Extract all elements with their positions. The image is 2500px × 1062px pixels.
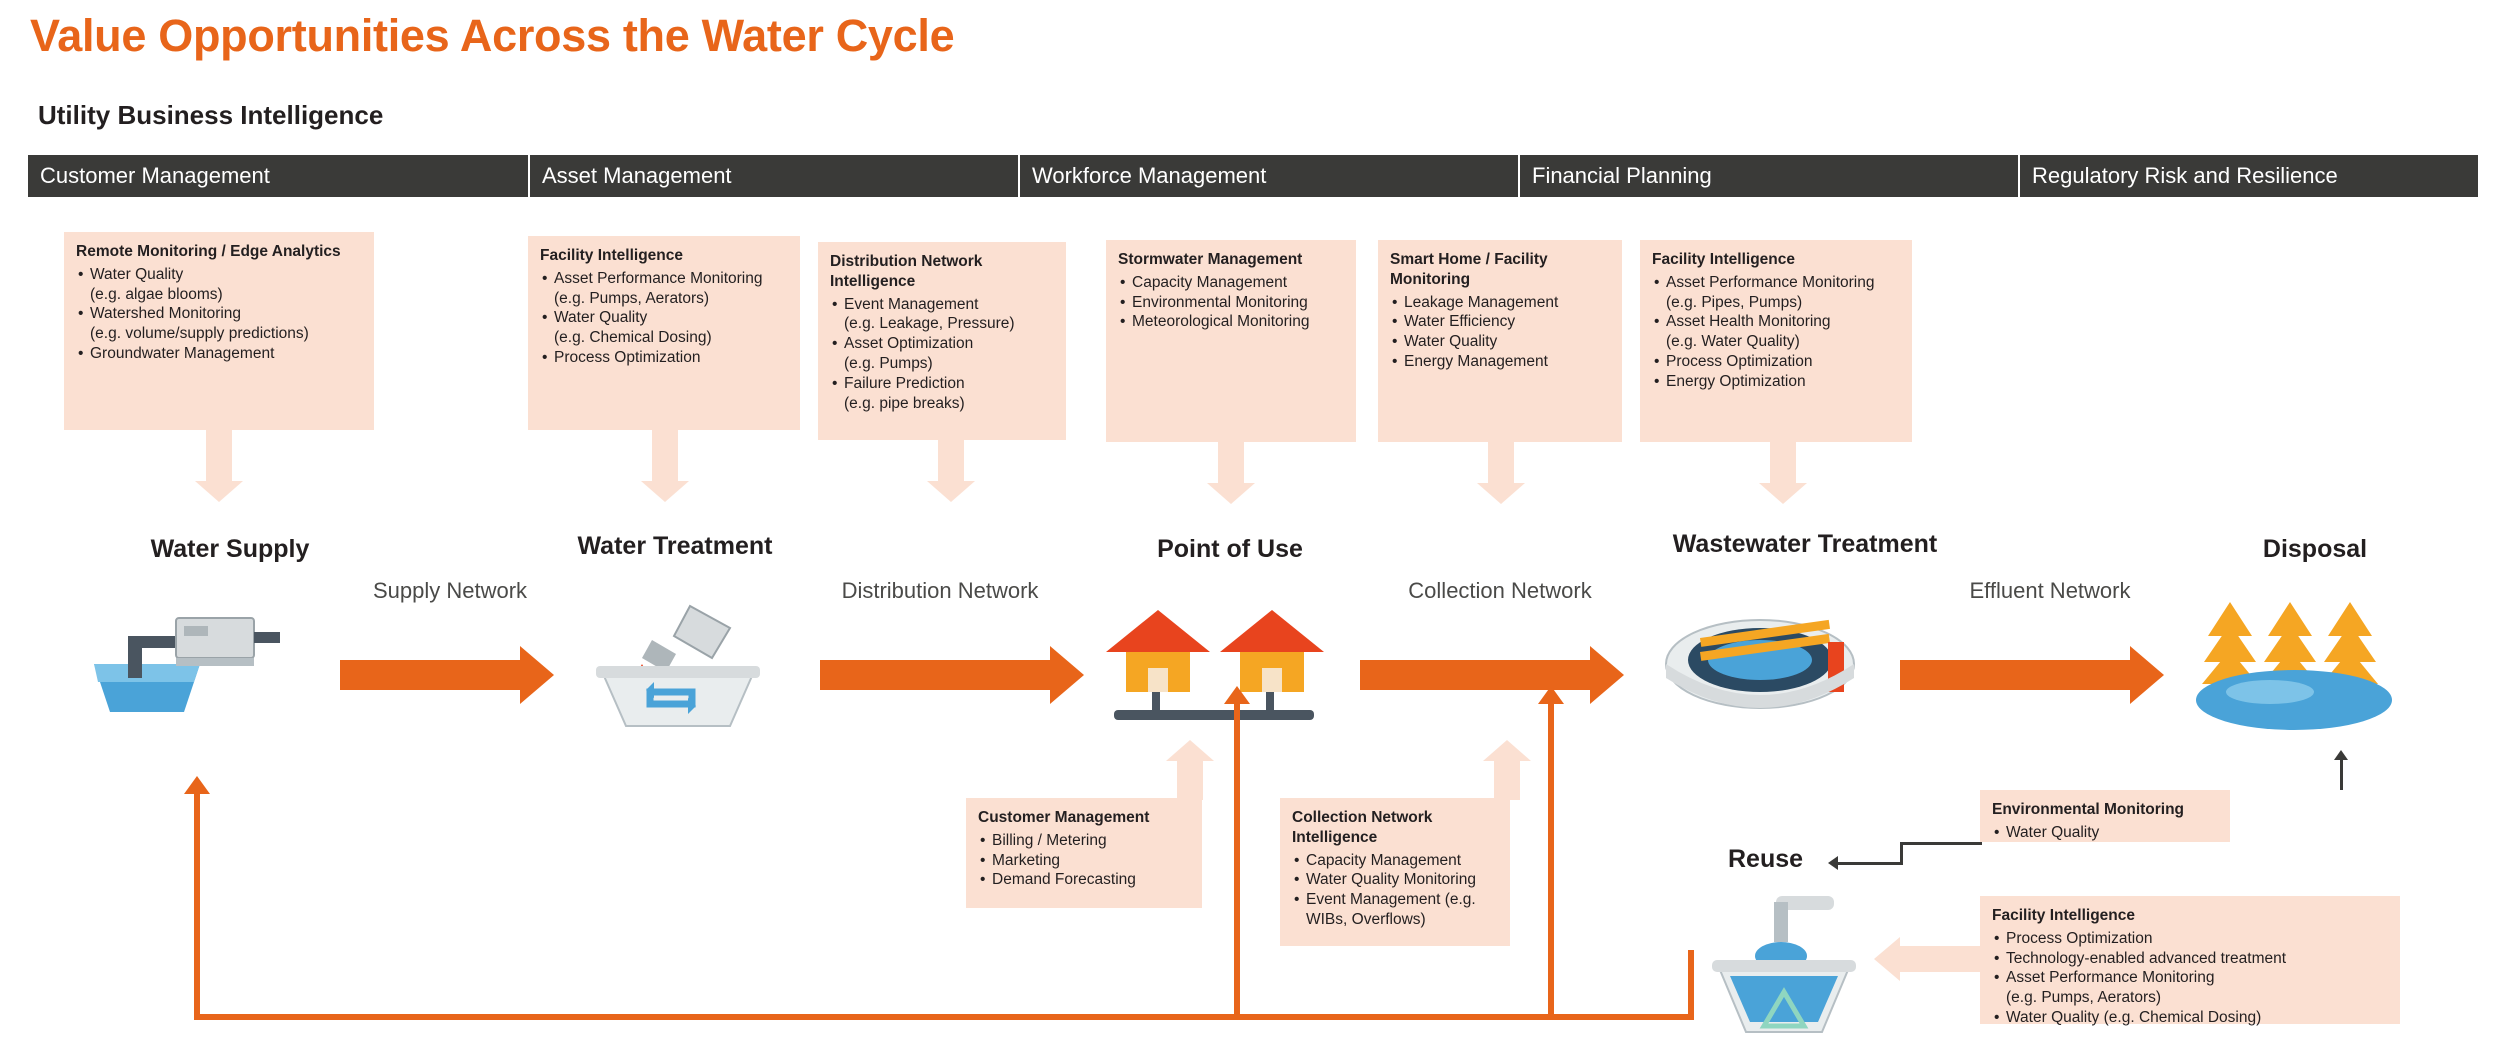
connector-line xyxy=(2340,760,2343,790)
return-line-vertical xyxy=(1234,700,1240,1020)
connector-arrow-up xyxy=(2334,750,2348,760)
stage-label-reuse: Reuse xyxy=(1728,845,1804,873)
callout-facility-intelligence-treatment xyxy=(528,236,800,430)
return-arrow-up xyxy=(184,776,210,794)
return-line-vertical xyxy=(1548,700,1554,1020)
callout-collection-network-intelligence xyxy=(1280,798,1510,946)
callout-item: • Water Quality Monitoring xyxy=(1294,871,1476,889)
page-title: Value Opportunities Across the Water Cycle xyxy=(30,10,955,61)
callout-title: Facility Intelligence xyxy=(1652,251,1795,268)
connector-arrow-down xyxy=(206,430,232,482)
callout-item: • Asset Health Monitoring (e.g. Water Quality) xyxy=(1654,313,1831,351)
callout-item: • Water Quality (e.g. Chemical Dosing) xyxy=(542,309,712,347)
point-of-use-icon xyxy=(1100,600,1330,740)
callout-title: Facility Intelligence xyxy=(1992,907,2135,924)
callout-item: • Water Efficiency xyxy=(1392,313,1516,331)
water-supply-icon xyxy=(88,600,298,735)
connector-arrow-down xyxy=(938,440,964,482)
connector-arrow-down xyxy=(1218,442,1244,484)
callout-item: • Energy Management xyxy=(1392,353,1548,371)
callout-item: • Energy Optimization xyxy=(1654,372,1806,390)
return-arrow-up xyxy=(1224,686,1250,704)
callout-title: Environmental Monitoring xyxy=(1992,801,2185,818)
callout-item: • Meteorological Monitoring xyxy=(1120,313,1310,331)
callout-customer-management xyxy=(966,798,1202,908)
flow-arrow-distribution xyxy=(820,660,1050,690)
callout-item: • Watershed Monitoring (e.g. volume/supply predictions) xyxy=(78,305,309,343)
callout-item: • Event Management (e.g. Leakage, Pressure) xyxy=(832,295,1015,333)
network-label-supply: Supply Network xyxy=(372,578,528,603)
band-cell-workforce-management: Workforce Management xyxy=(1018,155,1518,197)
connector-line xyxy=(1900,842,1982,845)
connector-bar xyxy=(1900,946,1984,972)
connector-arrow-up xyxy=(1494,760,1520,800)
callout-item: • Marketing xyxy=(980,851,1061,869)
callout-title: Distribution Network Intelligence xyxy=(830,253,983,290)
callout-item: • Water Quality xyxy=(1392,333,1498,351)
callout-item: • Water Quality (e.g. algae blooms) xyxy=(78,265,223,303)
stage-label-point-of-use: Point of Use xyxy=(1157,535,1303,563)
callout-stormwater-management xyxy=(1106,240,1356,442)
callout-title: Smart Home / Facility Monitoring xyxy=(1390,251,1548,288)
category-band xyxy=(28,155,2478,197)
water-treatment-icon xyxy=(580,600,770,735)
callout-item: • Asset Performance Monitoring (e.g. Pipes, Pumps) xyxy=(1654,273,1875,311)
callout-title: Stormwater Management xyxy=(1118,251,1303,268)
stage-label-water-treatment: Water Treatment xyxy=(577,532,773,560)
network-label-distribution: Distribution Network xyxy=(841,578,1039,603)
band-cell-asset-management: Asset Management xyxy=(528,155,1018,197)
callout-item: • Asset Performance Monitoring (e.g. Pumps, Aerators) xyxy=(542,269,763,307)
flow-arrow-supply xyxy=(340,660,520,690)
callout-item: • Capacity Management xyxy=(1120,273,1288,291)
connector-arrow-up xyxy=(1177,760,1203,800)
return-arrow-up xyxy=(1538,686,1564,704)
network-label-effluent: Effluent Network xyxy=(1969,578,2131,603)
callout-distribution-network-intelligence xyxy=(818,242,1066,440)
connector-arrow-down xyxy=(1488,442,1514,484)
stage-label-disposal: Disposal xyxy=(2262,535,2368,563)
callout-smart-home-facility-monitoring xyxy=(1378,240,1622,442)
band-cell-regulatory-risk: Regulatory Risk and Resilience xyxy=(2018,155,2478,197)
callout-title: Collection Network Intelligence xyxy=(1292,809,1433,846)
callout-item: • Billing / Metering xyxy=(980,831,1107,849)
return-line-horizontal xyxy=(194,1014,1694,1020)
page-subtitle: Utility Business Intelligence xyxy=(38,100,384,130)
callout-title: Facility Intelligence xyxy=(540,247,683,264)
callout-item: • Capacity Management xyxy=(1294,851,1462,869)
band-cell-financial-planning: Financial Planning xyxy=(1518,155,2018,197)
stage-label-wastewater-treatment: Wastewater Treatment xyxy=(1672,530,1938,558)
callout-title: Remote Monitoring / Edge Analytics xyxy=(76,243,341,260)
callout-item: • Technology-enabled advanced treatment xyxy=(1994,949,2287,967)
callout-item: • Process Optimization xyxy=(542,349,701,367)
callout-item: • Asset Optimization (e.g. Pumps) xyxy=(832,335,974,373)
reuse-icon xyxy=(1690,890,1880,1055)
return-line-vertical xyxy=(1688,950,1694,1020)
callout-title: Customer Management xyxy=(978,809,1150,826)
callout-remote-monitoring xyxy=(64,232,374,430)
connector-arrow-left xyxy=(1874,937,1900,981)
callout-facility-intelligence-reuse xyxy=(1980,896,2400,1027)
stage-label-water-supply: Water Supply xyxy=(150,535,310,563)
callout-item: • Event Management (e.g. WIBs, Overflows) xyxy=(1294,891,1476,929)
wastewater-treatment-icon xyxy=(1660,608,1870,733)
callout-item: • Leakage Management xyxy=(1392,293,1559,311)
return-line-vertical xyxy=(194,790,200,1020)
flow-arrow-effluent xyxy=(1900,660,2130,690)
callout-item: • Asset Performance Monitoring (e.g. Pumps, Aerators) xyxy=(1994,969,2215,1007)
disposal-icon xyxy=(2190,598,2400,738)
callout-item: • Water Quality (e.g. Chemical Dosing) xyxy=(1994,1009,2262,1027)
callout-item: • Process Optimization xyxy=(1654,353,1813,371)
network-label-collection: Collection Network xyxy=(1408,578,1592,603)
connector-arrow-down xyxy=(652,430,678,482)
connector-line xyxy=(1900,842,1903,864)
callout-item: • Environmental Monitoring xyxy=(1120,293,1308,311)
callout-item: • Failure Prediction (e.g. pipe breaks) xyxy=(832,374,965,412)
callout-item: • Demand Forecasting xyxy=(980,871,1136,889)
callout-facility-intelligence-wastewater xyxy=(1640,240,1912,442)
callout-environmental-monitoring xyxy=(1980,790,2230,842)
band-cell-customer-management: Customer Management xyxy=(40,163,270,188)
callout-item: • Water Quality xyxy=(1994,823,2100,841)
connector-arrow-down xyxy=(1770,442,1796,484)
connector-line xyxy=(1838,862,1903,865)
callout-item: • Process Optimization xyxy=(1994,929,2153,947)
connector-arrow-left xyxy=(1828,856,1838,870)
callout-item: • Groundwater Management xyxy=(78,345,275,363)
